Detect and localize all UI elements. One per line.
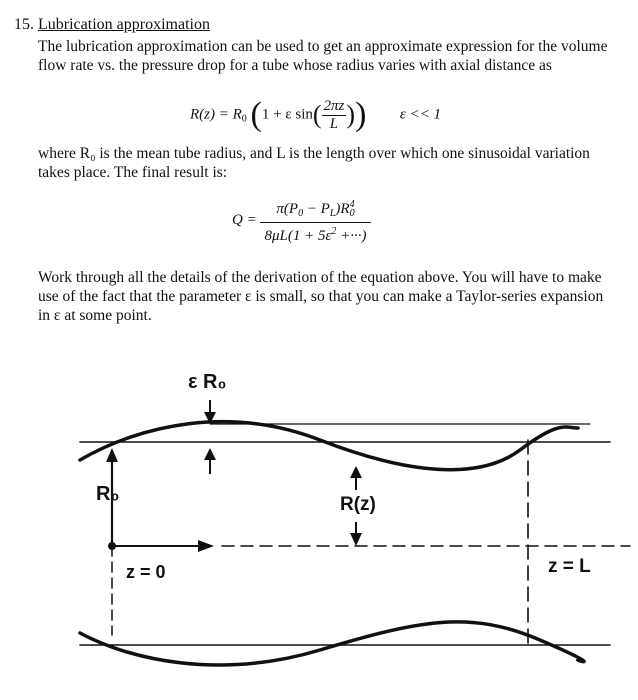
tube-diagram [0,360,638,700]
z0-label: z = 0 [126,562,166,582]
upper-wall-curve [80,422,578,470]
zL-label: z = L [548,556,591,577]
problem-number: 15. [14,16,34,33]
lower-wall-curve [80,622,584,665]
eps-r0-label: ε R₀ [188,371,227,393]
r0-label: R₀ [96,483,120,505]
task-paragraph: Work through all the details of the derivation of the equation above. You will have to make use of the fact that the parameter ε is small, so that you can make a Taylor-series expansion in ε at some point. [38,269,604,324]
eq1-fraction: $\frac{2\pi z}{L}$ [323,97,345,132]
eq2-fraction [260,196,370,245]
rz-label: R(z) [340,494,376,515]
eq2-numerator: $\pi(P_0 - P_L)R_0^4$ [260,196,370,223]
intro-paragraph: The lubrication approximation can be used to get an approximate expression for the volume flow rate vs. the pressure drop for a tube whose radius varies with axial distance as [38,38,608,74]
eq1-lhs: R(z) = R [190,106,242,123]
problem-title: Lubrication approximation [38,16,210,33]
where-paragraph: where R₀ is the mean tube radius, and L is the length over which one sinusoidal variation takes place. The final result is: [38,145,590,181]
problem-heading [14,16,210,34]
radius-equation: $R(z) = R_0$ (1 + ε sin( $\frac{2\pi z}{L}$ )) ε << 1 [190,96,442,133]
eq1-condition: ε << 1 [399,106,442,123]
eq2-lhs: Q = [232,211,257,228]
eq1-sin-term: 1 + ε sin [261,106,313,123]
eq2-denominator: $8\mu L(1 + 5\varepsilon^2$ +···) [264,226,367,244]
flow-rate-equation [232,196,371,245]
